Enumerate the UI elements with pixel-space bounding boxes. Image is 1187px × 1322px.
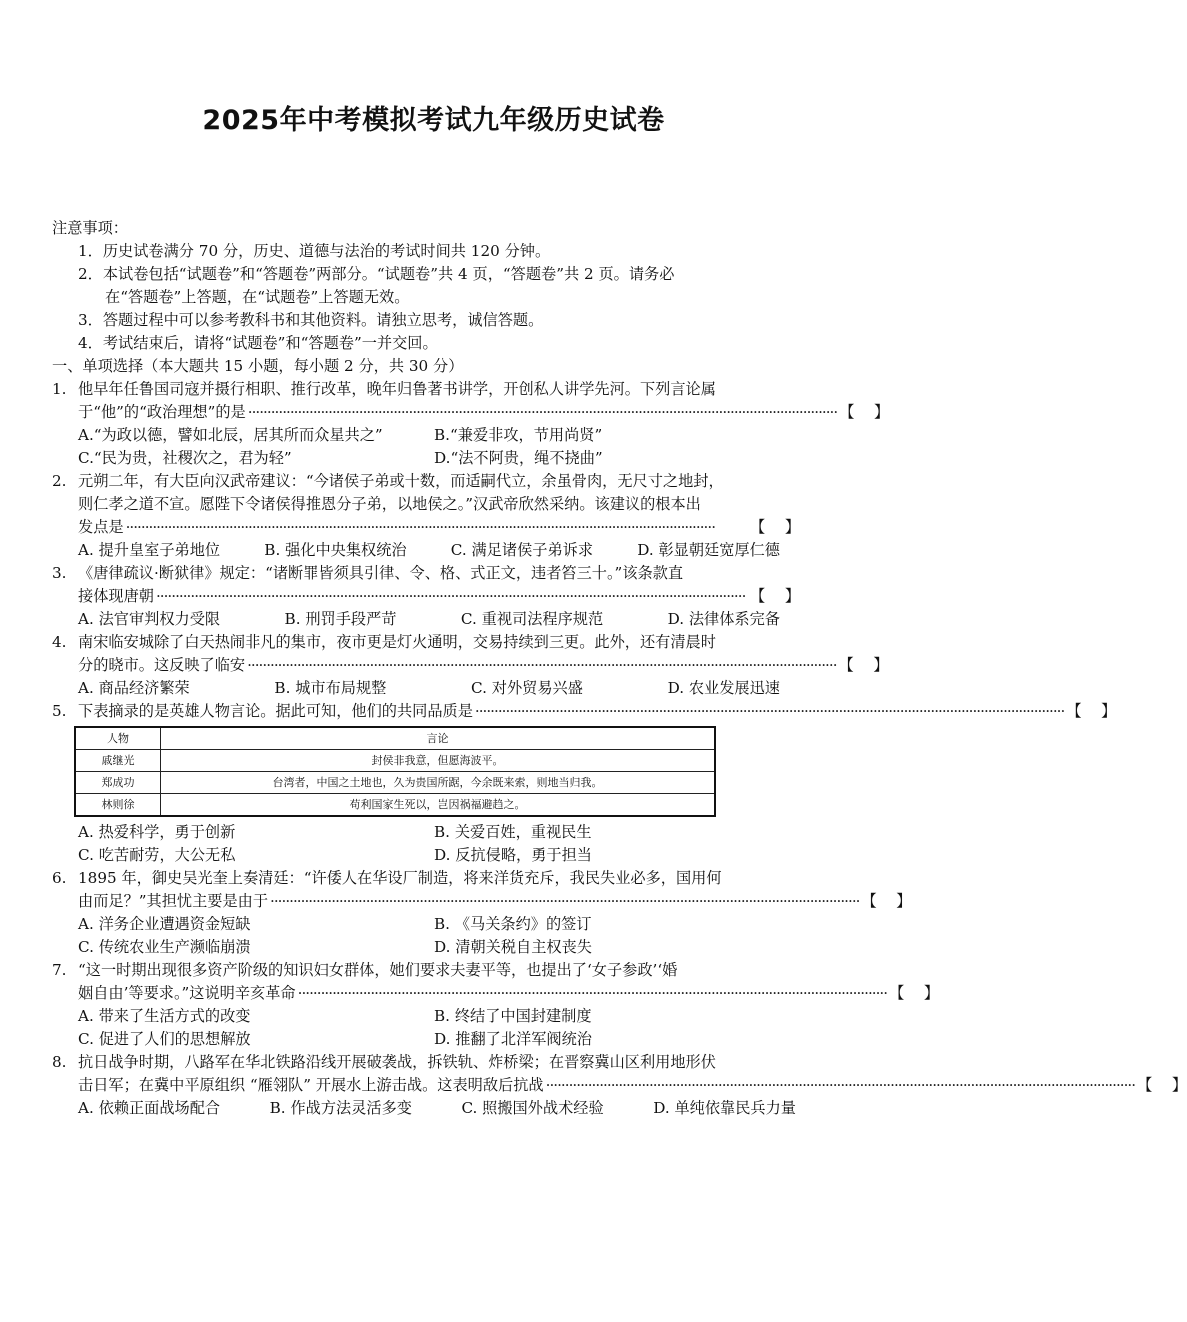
option-b: B. 作战方法灵活多变: [269, 1099, 412, 1117]
option-c: C. 满足诸侯子弟诉求: [450, 541, 594, 559]
question-stem-last: [78, 654, 889, 677]
options-row: [78, 844, 800, 867]
question-3: [52, 562, 800, 631]
leader-dots: ··························································································································································: [125, 518, 716, 536]
section-heading: 一、单项选择（本大题共 15 小题，每小题 2 分，共 30 分）: [52, 357, 464, 375]
option-c: C. 照搬国外战术经验: [461, 1099, 604, 1117]
answer-bracket[interactable]: 【 】: [861, 892, 912, 910]
exam-title: 2025年中考模拟考试九年级历史试卷: [202, 105, 665, 136]
option-b: B.“兼爱非攻，节用尚贤”: [434, 426, 603, 444]
question-stem: 抗日战争时期，八路军在华北铁路沿线开展破袭战，拆铁轨、炸桥梁；在晋察冀山区利用地形伏: [78, 1053, 716, 1071]
notice-item: 1．历史试卷满分 70 分，历史、道德与法治的考试时间共 120 分钟。: [78, 242, 551, 260]
question-5: [52, 700, 1117, 723]
question-stem-last: [78, 401, 890, 424]
question-stem-text: 姻自由’等要求。”这说明辛亥革命: [78, 984, 296, 1002]
option-b: B. 关爱百姓，重视民生: [434, 823, 592, 841]
option-d: D. 农业发展迅速: [667, 679, 780, 697]
exam-content: [52, 217, 1187, 1120]
question-stem-last: [78, 890, 912, 913]
question-stem: 元朔二年，有大臣向汉武帝建议：“今诸侯子弟或十数，而适嗣代立，余虽骨肉，无尺寸之地封，: [78, 472, 724, 490]
table-row: [75, 772, 715, 794]
option-b: B. 《马关条约》的签订: [434, 915, 592, 933]
answer-bracket[interactable]: 【 】: [1066, 702, 1117, 720]
answer-bracket[interactable]: 【 】: [750, 587, 800, 605]
options-row: [78, 821, 800, 844]
option-a: A. 商品经济繁荣: [78, 679, 190, 697]
question-stem-last: [78, 700, 1117, 723]
table-cell-quote: 封侯非我意，但愿海波平。: [161, 750, 716, 772]
option-d: D. 推翻了北洋军阀统治: [434, 1030, 592, 1048]
answer-bracket[interactable]: 【 】: [750, 518, 800, 536]
question-number: 2.: [52, 472, 67, 490]
options-row: [78, 936, 800, 959]
option-a: A. 热爱科学，勇于创新: [78, 823, 236, 841]
notice-item: 2．本试卷包括“试题卷”和“答题卷”两部分。“试题卷”共 4 页，“答题卷”共 2 页。请务必: [78, 265, 675, 283]
answer-bracket[interactable]: 【 】: [1137, 1076, 1187, 1094]
leader-dots: ··························································································································································: [545, 1076, 1136, 1094]
option-a: A. 提升皇室子弟地位: [78, 541, 221, 559]
question-8: [52, 1051, 1187, 1120]
question-4: [52, 631, 889, 700]
option-c: C. 传统农业生产濒临崩溃: [78, 938, 251, 956]
options-row: [78, 539, 800, 562]
question-stem-last: [78, 585, 800, 608]
option-b: B. 刑罚手段严苛: [284, 610, 397, 628]
table-header-row: [75, 727, 715, 750]
option-d: D. 清朝关税自主权丧失: [434, 938, 592, 956]
notice-item: 4．考试结束后，请将“试题卷”和“答题卷”一并交回。: [78, 334, 438, 352]
question-stem-last: [78, 1074, 1187, 1097]
question-number: 3.: [52, 564, 67, 582]
option-d: D. 单纯依靠民兵力量: [653, 1099, 796, 1117]
option-b: B. 终结了中国封建制度: [434, 1007, 592, 1025]
question-stem: 1895 年，御史吴光奎上奏清廷：“许倭人在华设厂制造，将来洋货充斥，我民失业必多，国用何: [78, 869, 722, 887]
option-c: C. 对外贸易兴盛: [471, 679, 583, 697]
option-c: C. 促进了人们的思想解放: [78, 1030, 251, 1048]
option-a: A. 带来了生活方式的改变: [78, 1007, 251, 1025]
table-cell-quote: 苟利国家生死以，岂因祸福避趋之。: [161, 794, 716, 817]
question-number: 6.: [52, 869, 67, 887]
option-c: C. 重视司法程序规范: [460, 610, 604, 628]
question-stem-text: 击日军；在冀中平原组织 “雁翎队” 开展水上游击战。这表明敌后抗战: [78, 1076, 544, 1094]
question-5-options: [52, 821, 800, 867]
option-d: D. 法律体系完备: [667, 610, 780, 628]
table-row: [75, 794, 715, 817]
options-row: [78, 447, 800, 470]
question-number: 1.: [52, 380, 67, 398]
question-number: 4.: [52, 633, 67, 651]
options-row: [78, 608, 800, 631]
option-d: D.“法不阿贵，绳不挠曲”: [434, 449, 603, 467]
question-stem: 《唐律疏议·断狱律》规定：“诸断罪皆须具引律、令、格、式正文，违者笞三十。”该条款直: [78, 564, 684, 582]
question-stem-text: 由而足？”其担忧主要是由于: [78, 892, 269, 910]
question-stem: “这一时期出现很多资产阶级的知识妇女群体，她们要求夫妻平等，也提出了‘女子参政’‘婚: [78, 961, 678, 979]
option-c: C.“民为贵，社稷次之，君为轻”: [78, 449, 292, 467]
question-2: [52, 470, 800, 562]
question-number: 8.: [52, 1053, 67, 1071]
notice-item: 3．答题过程中可以参考教科书和其他资料。请独立思考，诚信答题。: [78, 311, 544, 329]
option-a: A. 洋务企业遭遇资金短缺: [78, 915, 251, 933]
question-stem: 南宋临安城除了白天热闹非凡的集市，夜市更是灯火通明，交易持续到三更。此外，还有清晨时: [78, 633, 716, 651]
options-row: [78, 424, 800, 447]
leader-dots: ··························································································································································: [297, 984, 888, 1002]
options-row: [78, 913, 800, 936]
leader-dots: ··························································································································································: [474, 702, 1065, 720]
leader-dots: ··························································································································································: [155, 587, 746, 605]
option-a: A. 法官审判权力受限: [78, 610, 221, 628]
option-c: C. 吃苦耐劳，大公无私: [78, 846, 236, 864]
option-a: A.“为政以德，譬如北辰，居其所而众星共之”: [78, 426, 383, 444]
leader-dots: ··························································································································································: [247, 656, 837, 674]
question-1: [52, 378, 890, 470]
table-header: 言论: [161, 727, 716, 750]
question-stem-text: 下表摘录的是英雄人物言论。据此可知，他们的共同品质是: [78, 702, 473, 720]
notice-item: 在“答题卷”上答题，在“试题卷”上答题无效。: [105, 288, 410, 306]
notice-heading: 注意事项：: [52, 219, 128, 237]
options-row: [78, 1005, 800, 1028]
question-stem-last: [78, 516, 800, 539]
option-d: D. 彰显朝廷宽厚仁德: [637, 541, 780, 559]
answer-bracket[interactable]: 【 】: [838, 656, 889, 674]
table-cell-person: 郑成功: [75, 772, 161, 794]
question-7: [52, 959, 940, 1051]
option-b: B. 强化中央集权统治: [264, 541, 407, 559]
leader-dots: ··························································································································································: [247, 403, 838, 421]
question-stem: 则仁孝之道不宣。愿陛下令诸侯得推恩分子弟，以地侯之。”汉武帝欣然采纳。该建议的根本出: [78, 495, 701, 513]
question-stem-text: 于“他”的“政治理想”的是: [78, 403, 246, 421]
table-cell-quote: 台湾者，中国之土地也，久为贵国所踞，今余既来索，则地当归我。: [161, 772, 716, 794]
table-cell-person: 林则徐: [75, 794, 161, 817]
question-stem-text: 发点是: [78, 518, 124, 536]
leader-dots: ··························································································································································: [270, 892, 860, 910]
options-row: [78, 1097, 800, 1120]
hero-quotes-table: [74, 726, 716, 817]
question-number: 5.: [52, 702, 67, 720]
answer-bracket[interactable]: 【 】: [889, 984, 940, 1002]
table-row: [75, 750, 715, 772]
option-d: D. 反抗侵略，勇于担当: [434, 846, 592, 864]
table-header: 人物: [75, 727, 161, 750]
question-6: [52, 867, 912, 959]
question-stem: 他早年任鲁国司寇并摄行相职、推行改革，晚年归鲁著书讲学，开创私人讲学先河。下列言论属: [78, 380, 716, 398]
option-a: A. 依赖正面战场配合: [78, 1099, 221, 1117]
question-number: 7.: [52, 961, 67, 979]
table-cell-person: 戚继光: [75, 750, 161, 772]
option-b: B. 城市布局规整: [274, 679, 387, 697]
question-stem-text: 接体现唐朝: [78, 587, 154, 605]
question-stem-last: [78, 982, 940, 1005]
options-row: [78, 1028, 800, 1051]
question-stem-text: 分的晓市。这反映了临安: [78, 656, 246, 674]
options-row: [78, 677, 800, 700]
answer-bracket[interactable]: 【 】: [839, 403, 890, 421]
